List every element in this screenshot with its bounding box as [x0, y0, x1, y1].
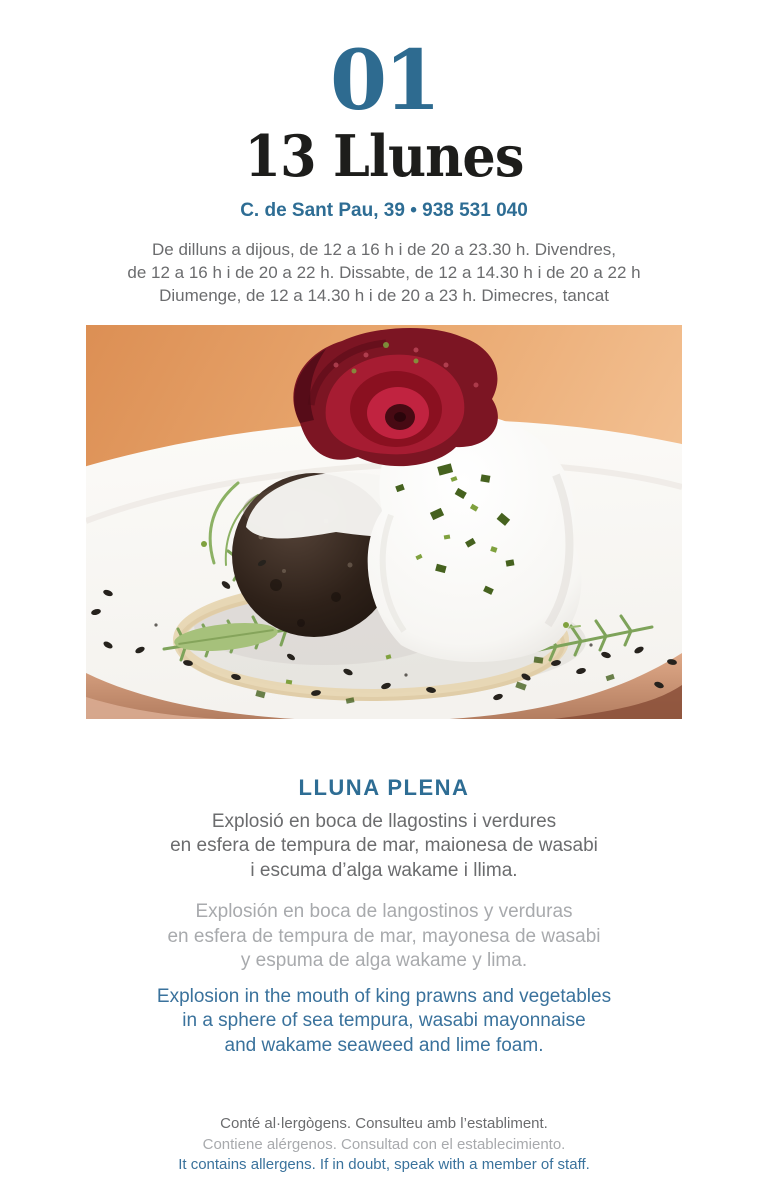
dish-description-catalan — [0, 810, 768, 884]
hours-line: Diumenge, de 12 a 14.30 h i de 20 a 23 h. Dimecres, tancat — [159, 285, 609, 305]
description-line: en esfera de tempura de mar, maionesa de wasabi — [170, 835, 598, 857]
description-line: i escuma d’alga wakame i llima. — [250, 859, 518, 881]
description-line: Explosió en boca de llagostins i verdures — [211, 810, 557, 832]
allergen-notice — [0, 1114, 768, 1176]
dish-photo — [86, 325, 682, 719]
description-line: in a sphere of sea tempura, wasabi mayonnaise — [182, 1010, 586, 1032]
hours-line: de 12 a 16 h i de 20 a 22 h. Dissabte, de 12 a 14.30 h i de 20 a 22 h — [127, 262, 641, 282]
allergen-note-english: It contains allergens. If in doubt, speak with a member of staff. — [178, 1156, 590, 1174]
hours-line: De dilluns a dijous, de 12 a 16 h i de 20 a 23.30 h. Divendres, — [151, 239, 617, 259]
dish-photo-illustration — [86, 325, 682, 719]
opening-hours — [0, 238, 768, 307]
description-line: and wakame seaweed and lime foam. — [224, 1034, 544, 1056]
dish-title: LLUNA PLENA — [298, 774, 470, 800]
dish-description-english — [0, 985, 768, 1059]
restaurant-name: 13 Llunes — [244, 123, 524, 191]
description-line: Explosión en boca de langostinos y verduras — [195, 901, 573, 923]
description-line: en esfera de tempura de mar, mayonesa de wasabi — [167, 925, 601, 947]
dish-description-spanish — [0, 900, 768, 974]
allergen-note-spanish: Contiene alérgenos. Consultad con el establecimiento. — [202, 1135, 566, 1153]
restaurant-address: C. de Sant Pau, 39 • 938 531 040 — [240, 199, 528, 221]
description-line: Explosion in the mouth of king prawns and vegetables — [156, 985, 612, 1007]
description-line: y espuma de alga wakame y lima. — [240, 950, 528, 972]
allergen-note-catalan: Conté al·lergògens. Consulteu amb l’establiment. — [220, 1115, 548, 1133]
dish-number: 01 — [329, 33, 439, 129]
